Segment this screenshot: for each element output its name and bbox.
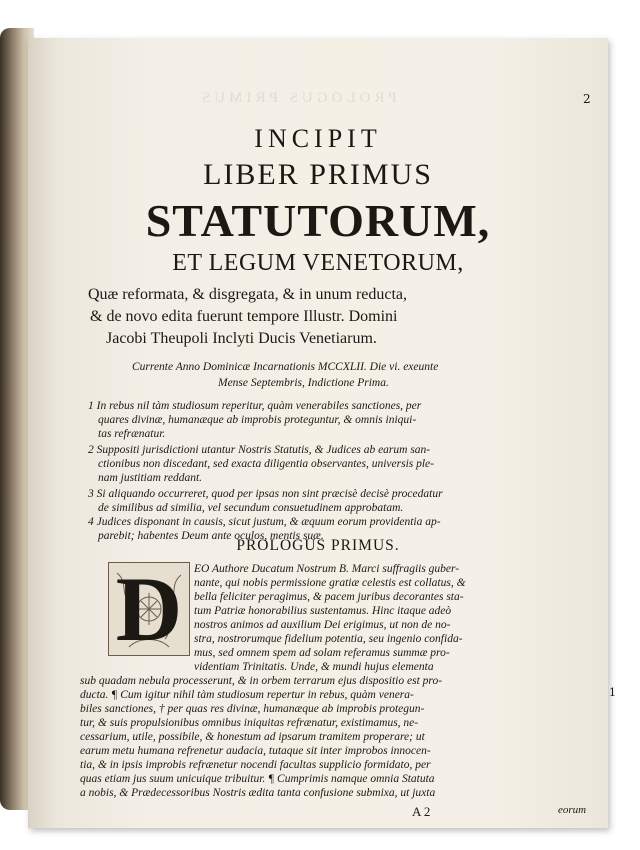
summary-item: nam justitiam reddant.	[98, 472, 203, 484]
prologus-line: nante, qui nobis permissione gratiæ celestis est collatus, &	[194, 577, 466, 589]
title-incipit: INCIPIT	[254, 124, 382, 153]
prologus-line: tur, & suis propulsionibus omnibus iniquitas refrænatur, existimamus, ne-	[80, 717, 419, 729]
title-liber-primus: LIBER PRIMUS	[203, 158, 433, 191]
intro-line: & de novo edita fuerunt tempore Illustr. Domini	[90, 308, 398, 325]
summary-item: 1 In rebus nil tàm studiosum reperitur, quàm venerabiles sanctiones, per	[88, 400, 422, 412]
date-line: Mense Septembris, Indictione Prima.	[218, 377, 389, 389]
prologus-line: stra, nostrorumque fidelium potentia, seu ingenio confida-	[194, 633, 463, 645]
summary-item: tas refrænatur.	[98, 428, 166, 440]
prologus-line: mus, sed omnem spem ad solam referamus summæ pro-	[194, 647, 450, 659]
summary-item: de similibus ad similia, vel secundum consuetudinem approbatam.	[98, 502, 404, 514]
book-page	[28, 38, 616, 828]
title-statutorum: STATUTORUM,	[145, 195, 491, 246]
prologus-line: nostros animos ad auxilium Dei erigimus, ut non de no-	[194, 619, 451, 631]
summary-item: 3 Si aliquando occurreret, quod per ipsas non sint præcisè decisè procedatur	[88, 488, 443, 500]
margin-note-number: 1	[609, 686, 616, 699]
prologus-line: sub quadam nebula processerunt, & in orbem terrarum ejus dispositio est pro-	[80, 675, 443, 687]
summary-item: 4 Judices disponant in causis, sicut justum, & æquum eorum providentia ap-	[88, 516, 441, 528]
prologus-line: bella feliciter peragimus, & pacem juribus decorantes sta-	[194, 591, 464, 603]
ornamental-initial	[108, 562, 190, 656]
intro-line: Quæ reformata, & disgregata, & in unum reducta,	[88, 286, 408, 303]
date-line: Currente Anno Dominicæ Incarnationis MCCXLII. Die vi. exeunte	[132, 361, 439, 373]
summary-item: parebit; habentes Deum ante oculos, mentis suæ.	[98, 530, 324, 542]
prologus-line: earum metu humana refrenetur audacia, tutaque sit inter improbos innocen-	[80, 745, 431, 757]
prologus-line: biles sanctiones, † per quas res divinæ, humanæque ab improbis protegun-	[80, 703, 425, 715]
prologus-line: videntiam Trinitatis. Unde, & mundi hujus elementa	[194, 661, 434, 673]
summary-item: quares divinæ, humanæque ab improbis proteguntur, & omnis iniqui-	[98, 414, 417, 426]
title-legum-venetorum: ET LEGUM VENETORUM,	[172, 250, 464, 276]
prologus-line: tia, & in ipsis improbis refrænetur nocendi facultas supplicio formidato, per	[80, 759, 431, 771]
page-number: 2	[583, 92, 591, 106]
prologus-line: ducta. ¶ Cum igitur nihil tàm studiosum repertur in rebus, quàm venera-	[80, 689, 414, 701]
signature-mark: A 2	[412, 804, 431, 819]
prologus-line: cessarium, utile, possibile, & honestum ad ipsarum tramitem properare; ut	[80, 731, 425, 743]
prologus-heading: PROLOGUS PRIMUS.	[236, 537, 400, 554]
show-through-text: PROLOGUS PRIMUS	[198, 90, 397, 106]
prologus-line: tum Patriæ honorabilius sustentamus. Hinc itaque adeò	[194, 605, 452, 617]
summary-item: ctionibus non discedant, sed exacta diligentia observantes, universis ple-	[98, 458, 434, 470]
prologus-line: a nobis, & Prædecessoribus Nostris ædita tanta confusione submixa, ut juxta	[80, 787, 436, 799]
dropcap-letter: D	[115, 562, 183, 656]
intro-line: Jacobi Theupoli Inclyti Ducis Venetiarum.	[106, 330, 377, 347]
prologus-line: EO Authore Ducatum Nostrum B. Marci suffragiis guber-	[194, 563, 460, 575]
summary-item: 2 Suppositi jurisdictioni utantur Nostris Statutis, & Judices ab earum san-	[88, 444, 431, 456]
prologus-line: quas etiam jus suum unicuique tribuitur. ¶ Cumprimis namque omnia Statuta	[80, 773, 435, 785]
catchword: eorum	[558, 804, 587, 816]
